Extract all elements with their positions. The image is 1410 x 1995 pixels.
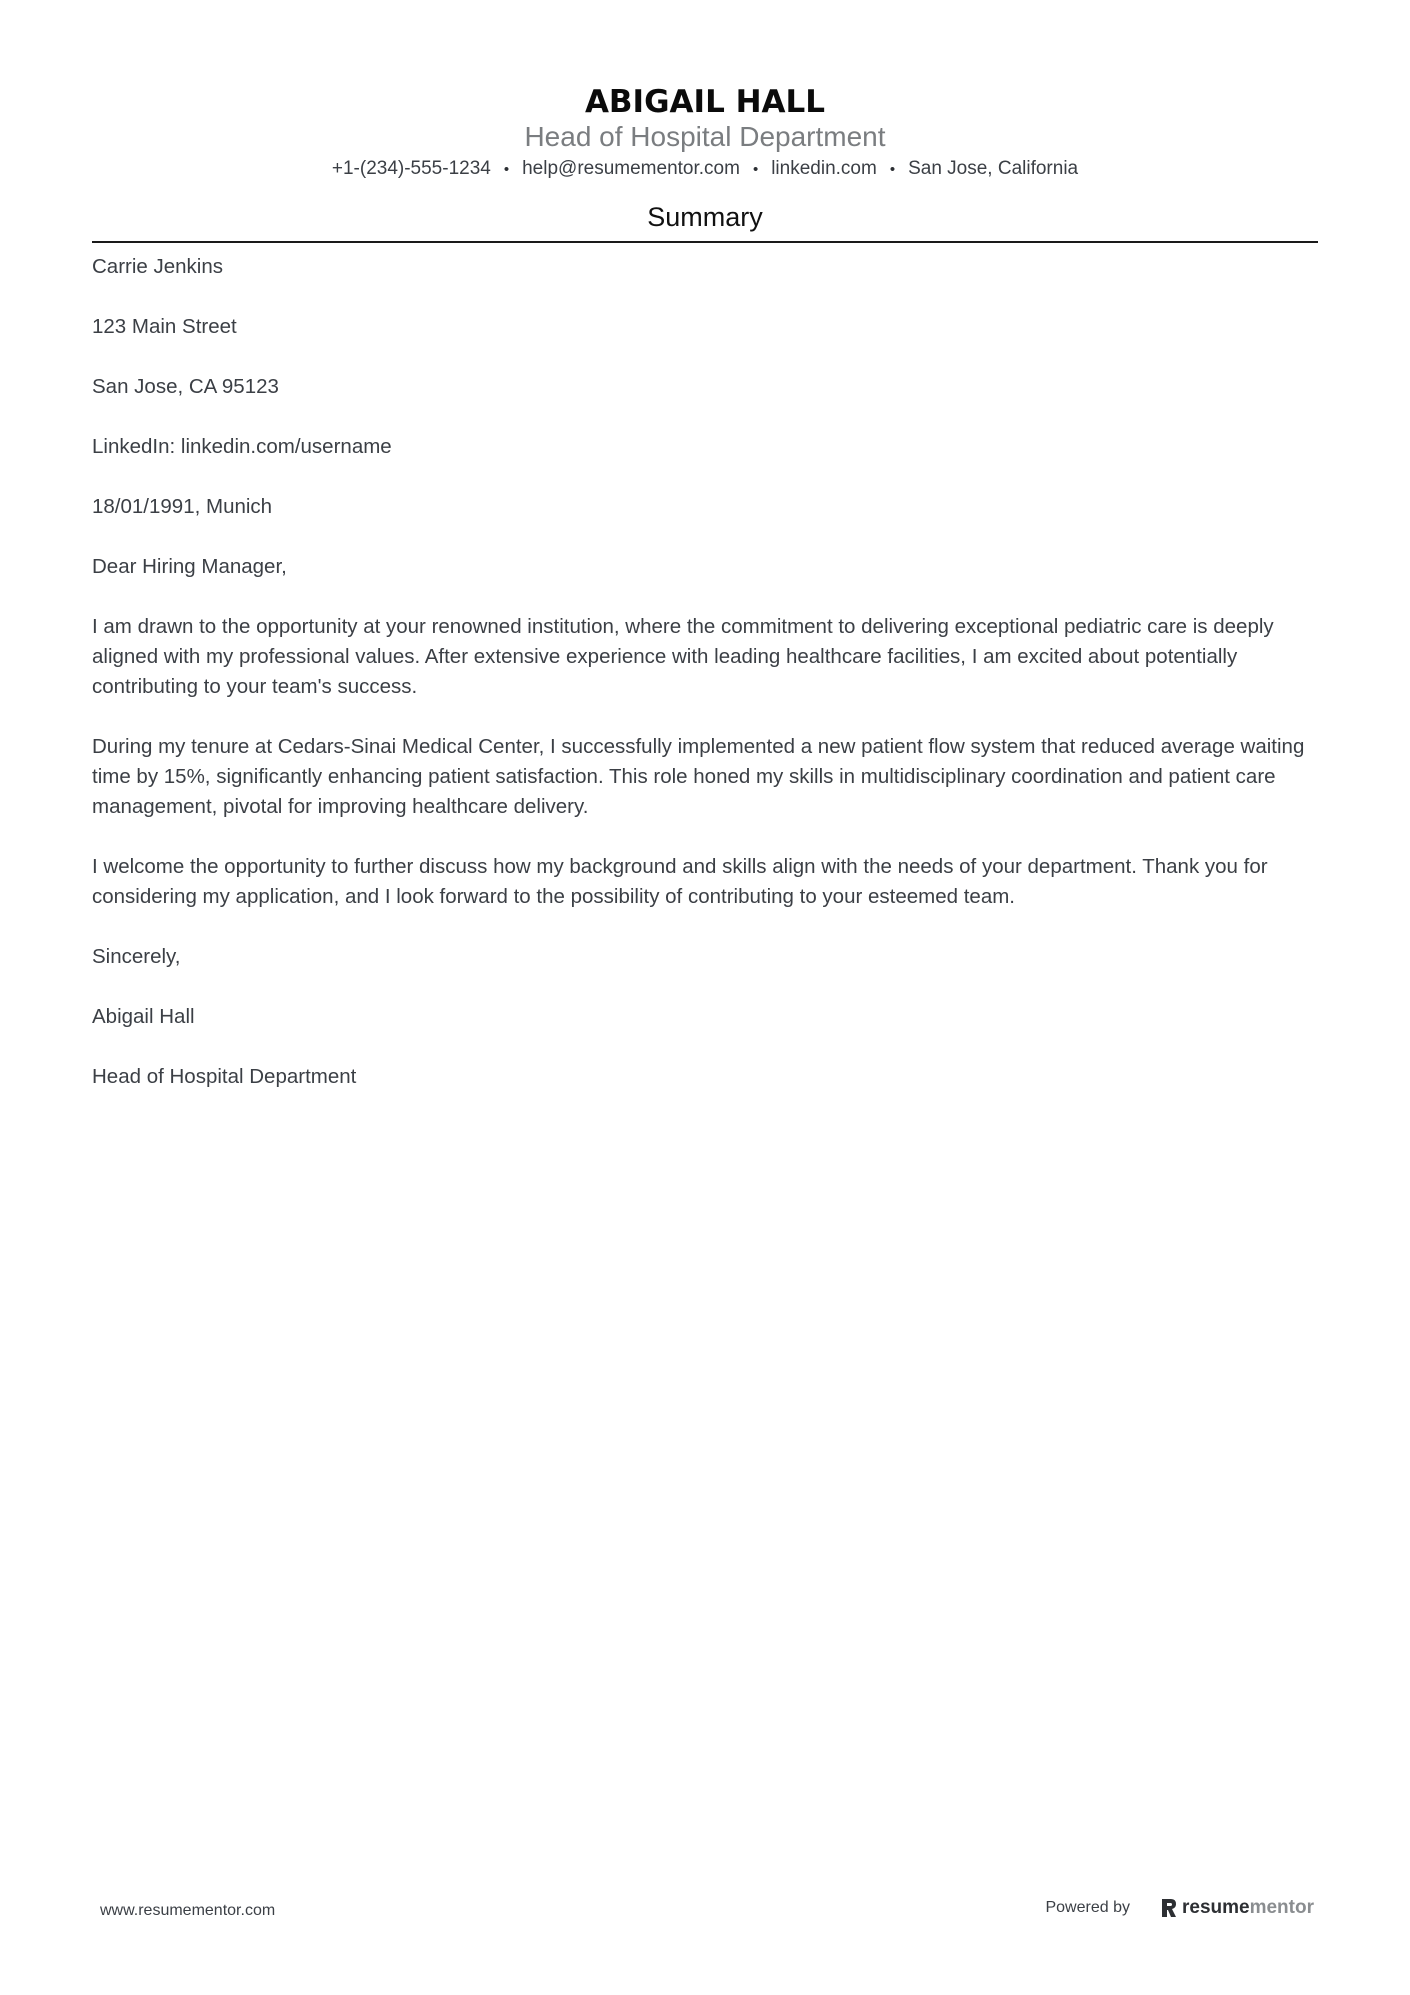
letter-paragraph-1: I am drawn to the opportunity at your renowned institution, where the commitment to delivering exceptional pediatric care is deeply aligned with my professional values. After extensive experience with leading healthcare facilities, I am excited about potentially contributing to your team's success. bbox=[92, 615, 1274, 698]
brand-logo[interactable] bbox=[1160, 1897, 1314, 1919]
signature-title: Head of Hospital Department bbox=[92, 1065, 357, 1088]
candidate-role: Head of Hospital Department bbox=[524, 121, 886, 152]
letter-paragraph-2: During my tenure at Cedars-Sinai Medical Center, I successfully implemented a new patient flow system that reduced average waiting time by 15%, significantly enhancing patient satisfaction. This role honed my skills in multidisciplinary coordination and patient care management, pivotal for improving healthcare delivery. bbox=[92, 735, 1305, 818]
letter-date-place: 18/01/1991, Munich bbox=[92, 495, 273, 518]
contact-line bbox=[92, 156, 1318, 183]
footer-branding bbox=[1045, 1897, 1314, 1919]
candidate-name: ABIGAIL HALL bbox=[584, 84, 826, 120]
contact-location: San Jose, California bbox=[908, 158, 1079, 179]
footer-website-link[interactable]: www.resumementor.com bbox=[100, 1902, 276, 1919]
powered-by-label: Powered by bbox=[1045, 1899, 1130, 1916]
contact-email[interactable]: help@resumementor.com bbox=[522, 158, 740, 179]
recipient-street: 123 Main Street bbox=[92, 315, 237, 338]
resume-header bbox=[92, 82, 1318, 183]
resumementor-logo-icon bbox=[1160, 1897, 1178, 1919]
contact-separator: • bbox=[752, 161, 759, 178]
section-title-summary: Summary bbox=[647, 202, 763, 232]
contact-separator: • bbox=[503, 161, 510, 178]
letter-paragraph-3: I welcome the opportunity to further discuss how my background and skills align with the needs of your department. Thank you for considering my application, and I look forward to the possibility of contributing to your esteemed team. bbox=[92, 855, 1268, 908]
brand-wordmark bbox=[1182, 1897, 1314, 1919]
contact-phone: +1-(234)-555-1234 bbox=[331, 158, 491, 179]
letter-closing: Sincerely, bbox=[92, 945, 181, 968]
letter-salutation: Dear Hiring Manager, bbox=[92, 555, 287, 578]
contact-linkedin[interactable]: linkedin.com bbox=[771, 158, 877, 179]
section-divider bbox=[92, 241, 1318, 243]
signature-name: Abigail Hall bbox=[92, 1005, 195, 1028]
recipient-name: Carrie Jenkins bbox=[92, 255, 224, 278]
letter-body bbox=[92, 252, 1318, 1122]
recipient-city: San Jose, CA 95123 bbox=[92, 375, 279, 398]
brand-wordmark-bold: resume bbox=[1181, 1897, 1250, 1918]
recipient-linkedin: LinkedIn: linkedin.com/username bbox=[92, 435, 392, 458]
brand-wordmark-light: mentor bbox=[1249, 1897, 1314, 1918]
contact-separator: • bbox=[889, 161, 896, 178]
